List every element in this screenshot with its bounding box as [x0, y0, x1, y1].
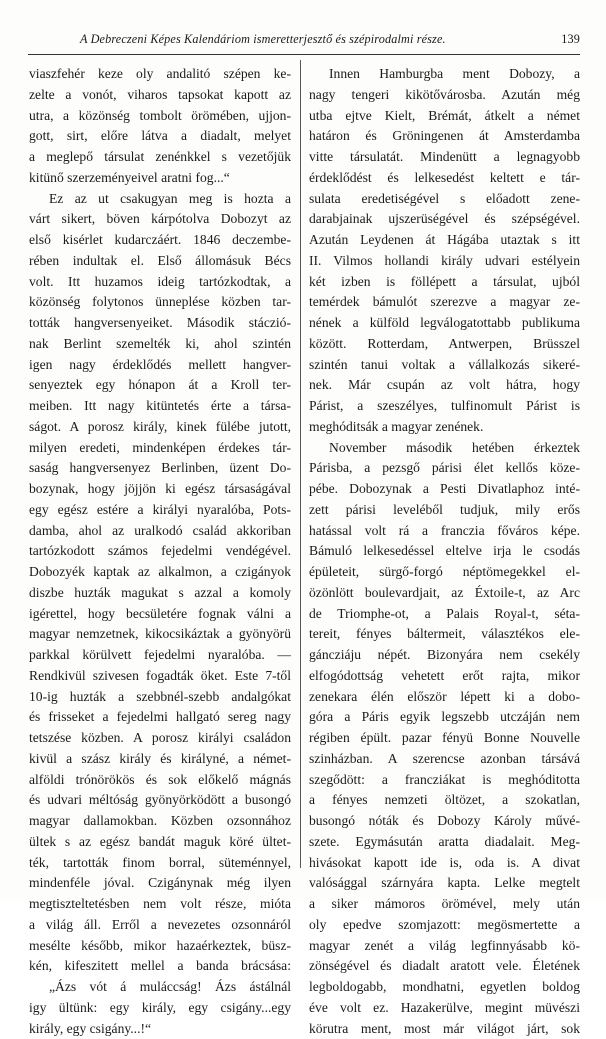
text-line	[29, 645, 291, 666]
left-column	[29, 64, 291, 1039]
text-line	[29, 873, 291, 894]
text-line	[29, 936, 291, 957]
text-line	[29, 956, 291, 977]
text-line	[309, 894, 580, 915]
text-line: meghóditsák a magyar zenének.	[309, 417, 580, 438]
text-line-content: Bámuló lelkesedéssel eltelve irja le csodás	[309, 543, 580, 558]
text-line-content: gáncziáju népét. Bizonyára nem csekély	[309, 647, 580, 662]
text-line-content: ságot. A porosz király, kinek fülébe jutott,	[29, 419, 291, 434]
text-line-content: magyar dallamokban. Közben ozsonnához	[29, 813, 291, 828]
text-line-content: nek. Már csupán az volt hátra, hogy	[309, 377, 580, 392]
text-line	[29, 707, 291, 728]
text-line-content: „Ázs vót á muláccság! Ázs ástálnál	[49, 979, 291, 994]
text-line-content: Dobozyék kaptak az alkalmon, a czigányok	[29, 564, 291, 579]
text-line	[29, 272, 291, 293]
text-line	[29, 64, 291, 85]
text-line	[309, 624, 580, 645]
text-line-content: ültek s az egész bandát maguk köré ültet-	[29, 834, 291, 849]
text-line	[309, 604, 580, 625]
text-line	[309, 355, 580, 376]
text-line	[29, 189, 291, 210]
text-line	[29, 251, 291, 272]
text-line-content: pébe. Dobozynak a Pesti Divatlaphoz inté-	[309, 481, 580, 496]
text-line	[29, 521, 291, 542]
text-line	[309, 292, 580, 313]
text-line	[309, 458, 580, 479]
text-line-content: szintén tanui voltak a vállalkozás sikeré-	[309, 357, 580, 372]
text-line-content: zenekara élén először lépett ki a dobo-	[309, 689, 580, 704]
text-line-content: Innen Hamburgba ment Dobozy, a	[329, 66, 580, 81]
text-line-content: nének a külföld legválogatottabb publikuma	[309, 315, 580, 330]
text-line-content: érdeklődést és lelkesedést keltett e tár-	[309, 170, 580, 185]
text-line: király, egy csigány...!“	[29, 1019, 291, 1039]
text-line	[29, 832, 291, 853]
text-line-content: és udvari méltóság gyönyörködött a busongó	[29, 792, 291, 807]
text-line	[29, 334, 291, 355]
text-line-content: temérdek bámulót szerezve a magyar ze-	[309, 294, 580, 309]
text-line-content: igy ültünk: egy király, egy csigány...egy	[29, 1000, 291, 1015]
text-line-content: November második hetében érkeztek	[329, 440, 580, 455]
text-line-content: várt sikert, böven kárpótolva Dobozyt az	[29, 211, 291, 226]
text-line	[309, 873, 580, 894]
text-line-content: milyen eredeti, mindenképen érdekes tár-	[29, 440, 291, 455]
text-line	[29, 147, 291, 168]
text-line	[29, 790, 291, 811]
text-line	[309, 479, 580, 500]
text-line-content: mesélte később, mikor hazaérkeztek, büsz-	[29, 938, 291, 953]
text-line	[309, 375, 580, 396]
text-line	[29, 209, 291, 230]
text-line-content: damba, ahol az uralkodó család akkoriban	[29, 523, 291, 538]
text-line-content: sulata eredetiségével s előadott zene-	[309, 191, 580, 206]
text-line	[29, 396, 291, 417]
text-line	[29, 355, 291, 376]
text-line	[29, 728, 291, 749]
text-line	[29, 458, 291, 479]
text-line	[309, 147, 580, 168]
text-line	[309, 438, 580, 459]
text-line	[309, 687, 580, 708]
text-line	[29, 770, 291, 791]
text-line-content: régiben épült. pazar fényü Bonne Nouvelle	[309, 730, 580, 745]
text-line	[309, 541, 580, 562]
text-line: kitünő szerzeményeivel aratni fog...“	[29, 168, 291, 189]
text-line	[309, 209, 580, 230]
text-line-content: utba ejtve Kielt, Brémát, átkelt a német	[309, 108, 580, 123]
text-line	[29, 438, 291, 459]
text-line-content: Ez az ut csakugyan meg is hozta a	[49, 191, 291, 206]
text-line	[29, 915, 291, 936]
header-rule	[28, 54, 580, 55]
text-line-content: elfogódottság vehetett erőt rajta, mikor	[309, 668, 580, 683]
running-head	[28, 32, 580, 50]
text-line-content: diszbe huzták magukat s azzal a komoly	[29, 585, 291, 600]
text-line	[29, 604, 291, 625]
text-line	[309, 521, 580, 542]
text-line-content: parkkal körülvett fejedelmi nyaralóba. —	[29, 647, 291, 662]
text-line	[309, 956, 580, 977]
text-line	[309, 313, 580, 334]
text-line-content: kivül a szász király és királyné, a német-	[29, 751, 291, 766]
text-line	[29, 666, 291, 687]
text-line-content: zelte a vonót, viharos tapsokat kapott az	[29, 87, 291, 102]
text-line	[29, 85, 291, 106]
text-line-content: szegődött: a francziákat is meghóditotta	[309, 772, 580, 787]
column-divider	[300, 60, 301, 868]
text-line	[309, 396, 580, 417]
text-line	[29, 624, 291, 645]
text-line-content: tották hangversenyeiket. Második stáczió-	[29, 315, 291, 330]
text-line-content: Párist, a szeszélyes, tulfinomult Párist is	[309, 398, 580, 413]
text-line	[309, 915, 580, 936]
text-line-content: éve volt ez. Hazakerülve, megint müvészi	[309, 1000, 580, 1015]
text-line-content: valósággal szárnyára kapta. Lelke megtelt	[309, 875, 580, 890]
running-head-title: A Debreczeni Képes Kalendáriom ismeretterjesztő és szépirodalmi része.	[80, 32, 446, 47]
text-line	[309, 832, 580, 853]
text-line	[29, 583, 291, 604]
text-line-content: viaszfehér keze oly andalitó szépen ke-	[29, 66, 291, 81]
text-line-content: Azután Leydenen át Hágába utaztak s itt	[309, 232, 580, 247]
text-line-content: hivásokat kapott ide is, oda is. A divat	[309, 855, 580, 870]
text-line	[29, 313, 291, 334]
text-line-content: kén, kifeszitett mellel a banda brácsása:	[29, 958, 291, 973]
page-number: 139	[561, 32, 580, 47]
text-line	[309, 998, 580, 1019]
text-line	[29, 541, 291, 562]
text-line	[309, 770, 580, 791]
text-line-content: igen nagy érdeklődés mellett hangver-	[29, 357, 291, 372]
text-line	[309, 251, 580, 272]
text-line	[309, 977, 580, 998]
text-line	[29, 562, 291, 583]
text-line	[29, 479, 291, 500]
text-line-content: II. Vilmos hollandi király udvari estélyein	[309, 253, 580, 268]
text-line-content: épületeit, sürgő-forgó néptömegekkel el-	[309, 564, 580, 579]
text-line	[309, 583, 580, 604]
text-line	[309, 728, 580, 749]
text-line-content: tartózkodott számos fejedelmi vendégével.	[29, 543, 291, 558]
text-line-content: Párisba, a pezsgő párisi élet kellős köze-	[309, 460, 580, 475]
text-line-content: 10-ig huzták a szebbnél-szebb andalgókat	[29, 689, 291, 704]
text-line	[309, 334, 580, 355]
text-line-content: utra, a közönség tombolt örömében, ujjon-	[29, 108, 291, 123]
text-line-content: legboldogabb, mondhatni, egyetlen boldog	[309, 979, 580, 994]
text-line-content: zönségével és diadalt aratott vele. Életének	[309, 958, 580, 973]
text-line	[309, 189, 580, 210]
text-line	[29, 687, 291, 708]
text-line-content: két izben is föllépett a társulat, ujból	[309, 274, 580, 289]
text-line-content: igérettel, hogy becsületére fognak válni a	[29, 606, 291, 621]
text-line	[309, 230, 580, 251]
text-line	[309, 811, 580, 832]
text-line	[309, 85, 580, 106]
text-line	[29, 500, 291, 521]
text-line-content: de Triomphe-ot, a Palais Royal-t, séta-	[309, 606, 580, 621]
text-line-content: rében indultak el. Első állomásuk Bécs	[29, 253, 291, 268]
text-line-content: özönlött boulevardjait, az Éxtoile-t, az Arc	[309, 585, 580, 600]
text-line-content: tereit, fényes báltermeit, választékos ele-	[309, 626, 580, 641]
text-line	[309, 126, 580, 147]
text-line	[29, 853, 291, 874]
text-line-content: Rendkivül szivesen fogadták öket. Este 7-től	[29, 668, 291, 683]
text-line-content: magyar nemzetnek, kikocsikáztak a gyönyörü	[29, 626, 291, 641]
text-line	[309, 645, 580, 666]
text-line-content: zett párisi leveléből tudjuk, mily erős	[309, 502, 580, 517]
text-line-content: a siker mámoros örömével, mely után	[309, 896, 580, 911]
text-line-content: nak Berlint szemelték ki, ahol szintén	[29, 336, 291, 351]
text-line-content: ték, tartották finom borral, süteménnyel,	[29, 855, 291, 870]
text-line	[29, 292, 291, 313]
text-line	[29, 417, 291, 438]
text-line-content: bozynak, hogy jöjjön ki egész társaságával	[29, 481, 291, 496]
text-line	[29, 126, 291, 147]
text-line-content: a fényes nemzeti öltözet, a szokatlan,	[309, 792, 580, 807]
text-line	[309, 749, 580, 770]
text-line	[309, 936, 580, 957]
text-line	[309, 272, 580, 293]
text-line	[309, 106, 580, 127]
text-line-content: egy egész estére a királyi nyaralóba, Pots-	[29, 502, 291, 517]
text-line-content: a meglepő társulat zenénkkel s vezetőjük	[29, 149, 291, 164]
text-line-content: saság hangversenyez Berlinben, üzent Do-	[29, 460, 291, 475]
text-line-content: mindenféle jóval. Czigánynak még ilyen	[29, 875, 291, 890]
text-line	[309, 500, 580, 521]
text-line-content: és frisseket a fejedelmi hallgató sereg nagy	[29, 709, 291, 724]
text-line-content: szete. Egymásután aratta diadalait. Meg-	[309, 834, 580, 849]
text-line-content: darabjainak ujszerüségével és szépségével.	[309, 211, 580, 226]
text-line	[29, 894, 291, 915]
text-line-content: első kisérlet kudarczáért. 1846 deczembe-	[29, 232, 291, 247]
text-line	[309, 64, 580, 85]
text-line	[309, 707, 580, 728]
text-line	[309, 790, 580, 811]
text-line-content: oly epedve szomjazott: megösmertette a	[309, 917, 580, 932]
text-line-content: senyeztek egy hónapon át a Kroll ter-	[29, 377, 291, 392]
text-line	[29, 375, 291, 396]
text-line	[29, 749, 291, 770]
text-line-content: közönség folytonos ünneplése közben tar-	[29, 294, 291, 309]
text-line-content: a világ áll. Erről a nevezetes ozsonnáról	[29, 917, 291, 932]
text-line	[29, 106, 291, 127]
text-line-content: határon és Gröningenen át Amsterdamba	[309, 128, 580, 143]
text-line-content: között. Rotterdam, Antwerpen, Brüsszel	[309, 336, 580, 351]
text-line-content: körutra ment, most már világot járt, sok	[309, 1021, 580, 1036]
text-line-content: volt. Itt huzamos ideig tartózkodtak, a	[29, 274, 291, 289]
text-line	[29, 811, 291, 832]
text-line	[309, 853, 580, 874]
text-line-content: busongó nóták és Dobozy Károly művé-	[309, 813, 580, 828]
text-line-content: megtiszteltetésben nem volt része, mióta	[29, 896, 291, 911]
text-line	[29, 977, 291, 998]
text-line	[309, 666, 580, 687]
text-line-content: szinházban. A szerencse azonban társává	[309, 751, 580, 766]
text-line-content: magyar zenét a világ legfinnyásabb kö-	[309, 938, 580, 953]
text-line-content: alföldi trónörökös és sok előkelő mágnás	[29, 772, 291, 787]
right-column	[309, 64, 580, 1039]
text-line	[29, 998, 291, 1019]
text-line-content: nagy tengeri kikötővárosba. Azután még	[309, 87, 580, 102]
text-line	[309, 1019, 580, 1039]
text-line-content: vitte társulatát. Mindenütt a legnagyobb	[309, 149, 580, 164]
text-line-content: tetszése közben. A porosz királyi családon	[29, 730, 291, 745]
text-line-content: hatással volt rá a franczia főváros képe.	[309, 523, 580, 538]
text-line	[29, 230, 291, 251]
text-line-content: gott, sirt, előre látva a diadalt, melyet	[29, 128, 291, 143]
text-line	[309, 562, 580, 583]
text-line-content: meiben. Itt nagy kitüntetés érte a társa-	[29, 398, 291, 413]
text-line	[309, 168, 580, 189]
text-line-content: góra a Páris egyik legszebb utczáján nem	[309, 709, 580, 724]
